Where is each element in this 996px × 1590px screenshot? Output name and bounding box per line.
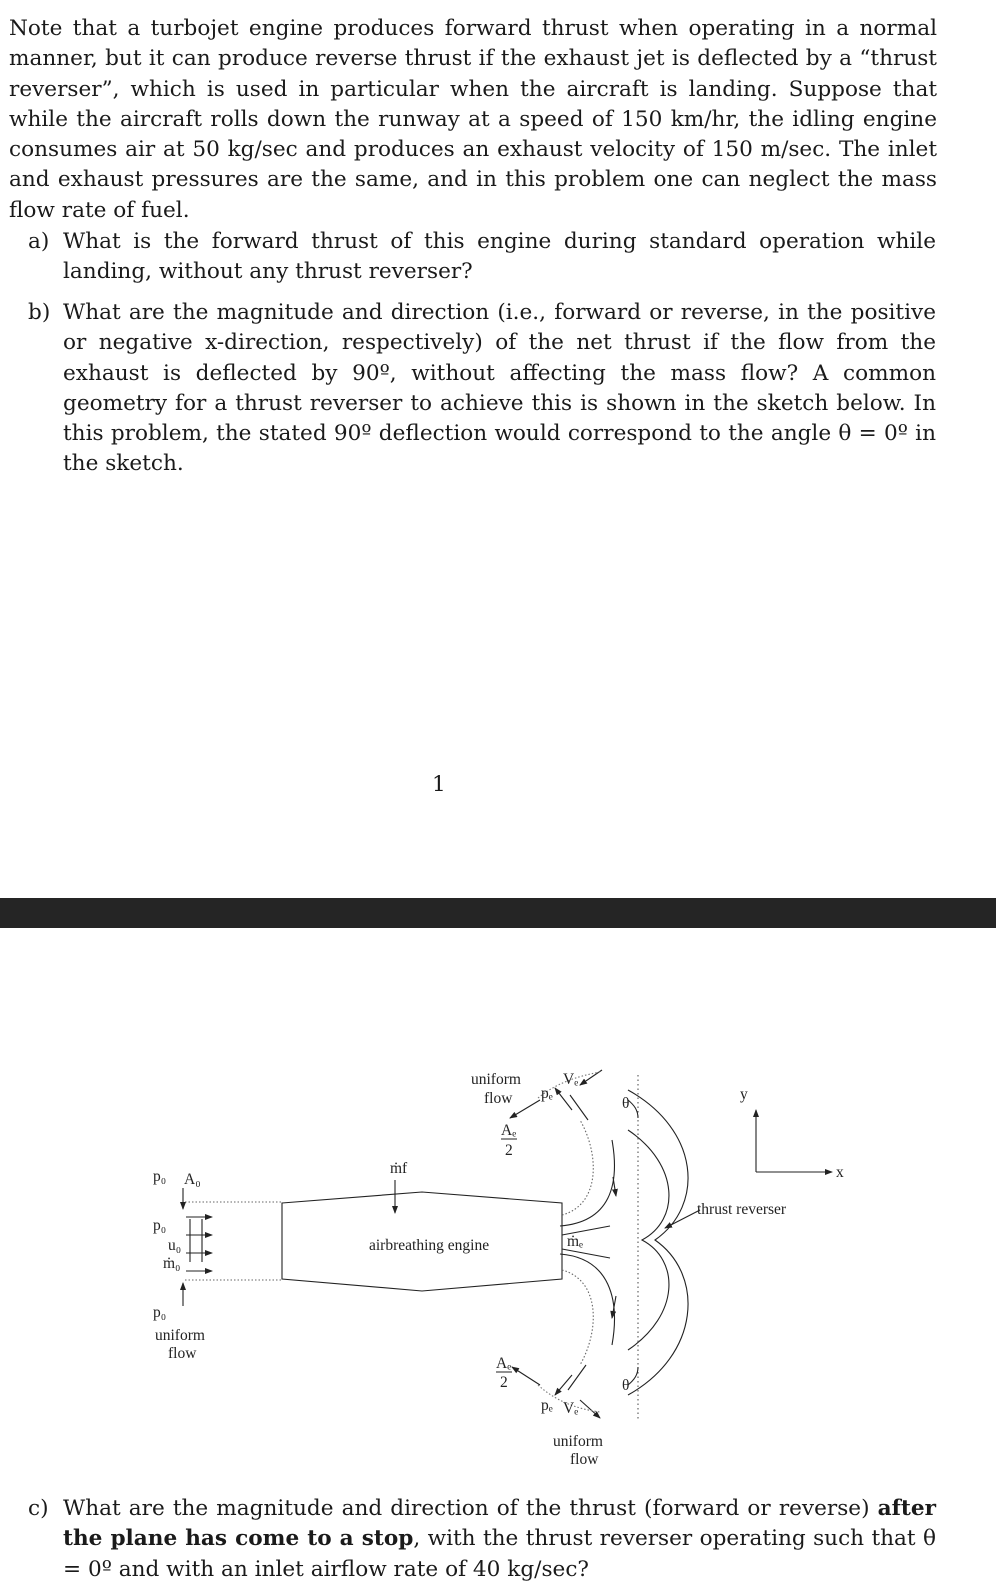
label-x-axis: x <box>836 1164 844 1181</box>
label-theta-top: θ <box>622 1095 630 1112</box>
label-engine: airbreathing engine <box>369 1237 490 1254</box>
intro-paragraph: Note that a turbojet engine produces forward thrust when operating in a normal manner, but it can produce reverse thrust if the exhaust jet is deflected by a “thrust reverser”, which is used in particular when the aircraft is landing. Suppose that while the aircraft rolls down the runway at a speed of 150 km/hr, the idling engine consumes air at 50 kg/sec and produces an exhaust velocity of 150 m/sec. The inlet and exhaust pressures are the same, and in this problem one can neglect the mass flow rate of fuel. <box>9 16 937 223</box>
reverser-shell <box>628 1090 688 1395</box>
part-c-label: c) <box>28 1496 49 1521</box>
label-ve-top: Vₑ <box>563 1071 579 1088</box>
label-ae-top: Aₑ <box>501 1122 517 1139</box>
label-pe-top: pₑ <box>541 1085 553 1102</box>
label-p0-top: p₀ <box>153 1168 167 1185</box>
part-c <box>28 1494 936 1585</box>
part-b-label: b) <box>28 300 51 325</box>
part-a-text: What is the forward thrust of this engine during standard operation while landing, without any thrust reverser? <box>63 229 936 285</box>
label-u0: u₀ <box>168 1237 182 1254</box>
label-ae-bottom: Aₑ <box>496 1355 512 1372</box>
part-c-text-2: , with the thrust reverser operating such that θ = 0º and with an inlet airflow rate of 40 kg/sec? <box>63 1526 936 1582</box>
label-uniform-flow-top-1: uniform <box>471 1071 521 1088</box>
label-uniform-flow-bottom-1: uniform <box>553 1433 603 1450</box>
label-two-bottom: 2 <box>500 1374 508 1391</box>
part-a-label: a) <box>28 229 50 254</box>
label-two-top: 2 <box>505 1142 513 1159</box>
label-pe-bottom: pₑ <box>541 1397 553 1414</box>
label-thrust-reverser: thrust reverser <box>697 1201 787 1218</box>
label-mf: ṁf <box>390 1160 408 1177</box>
label-uniform-flow-bottom-2: flow <box>570 1451 599 1468</box>
part-c-text <box>63 1494 936 1585</box>
label-a0: A₀ <box>184 1171 201 1188</box>
label-y-axis: y <box>740 1086 748 1103</box>
label-uniform-flow-top-2: flow <box>484 1090 513 1107</box>
label-p0-mid: p₀ <box>153 1217 167 1234</box>
label-p0-bottom: p₀ <box>153 1304 167 1321</box>
page-number: 1 <box>432 772 446 797</box>
label-m0: ṁ₀ <box>163 1255 181 1272</box>
label-theta-bottom: θ <box>622 1377 630 1394</box>
part-b-text: What are the magnitude and direction (i.e., forward or reverse, in the positive or negative x-direction, respectively) of the net thrust if the flow from the exhaust is deflected by 90º, without affecting the mass flow? A common geometry for a thrust reverser to achieve this is shown in the sketch below. In this problem, the stated 90º deflection would correspond to the angle θ = 0º in the sketch. <box>63 300 936 477</box>
label-uniform-flow-left-1: uniform <box>155 1327 205 1344</box>
label-me: ṁₑ <box>567 1233 584 1250</box>
label-ve-bottom: Vₑ <box>563 1400 579 1417</box>
part-c-text-1: What are the magnitude and direction of the thrust (forward or reverse) <box>63 1496 878 1521</box>
label-uniform-flow-left-2: flow <box>168 1345 197 1362</box>
part-c-text-bold: after the plane has come to a stop <box>63 1496 936 1552</box>
